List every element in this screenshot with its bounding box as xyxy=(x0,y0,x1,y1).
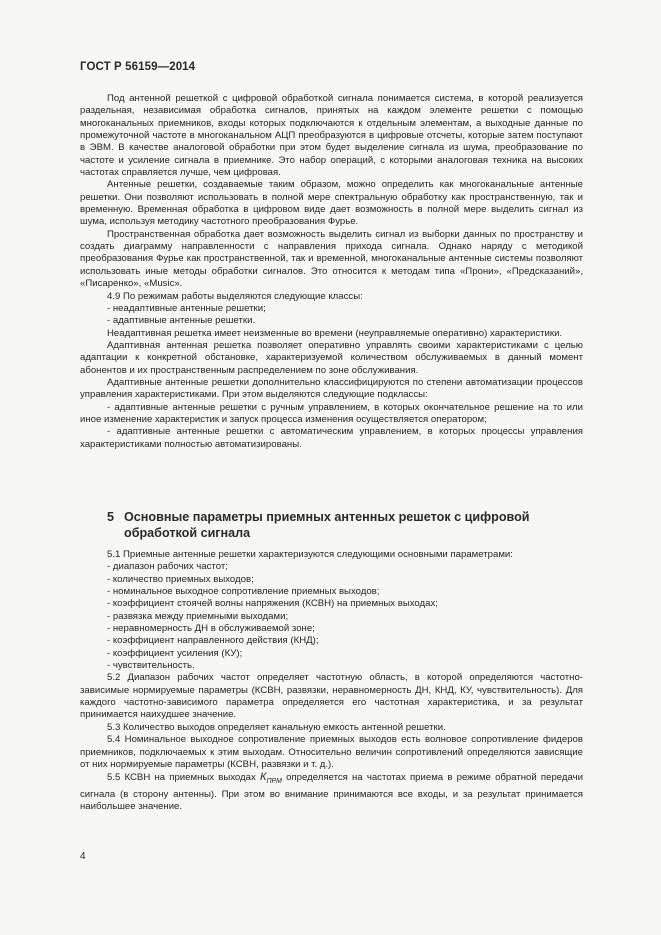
clause-5-4: 5.4 Номинальное выходное сопротивление приемных выходов есть волновое сопротивление фидеров приемников, подключаемых к этим выходам. Относительно величин сопротивлений определяются зависящие от них нормируемые параметры (КСВН, развязки и т. д.). xyxy=(80,734,583,770)
clause-5-5-start: 5.5 КСВН на приемных выходах xyxy=(107,772,260,784)
paragraph: Под антенной решеткой с цифровой обработкой сигнала понимается система, в которой реализуется раздельная, независимая обработка сигналов, принятых на каждом элементе решетки с помощью многоканальных приемников, входы которых подключаются к отдельным элементам, а выходные данные по промежуточной частоте в многоканальном АЦП преобразуются в цифровые отсчеты, которые затем поступают в ЭВМ. В качестве аналоговой обработки при этом будет выделение сигнала из шума, преобразование по частоте и усиление сигнала в приемнике. Это набор операций, с которыми аналоговая техника на высоких частотах справляется лучше, чем цифровая. xyxy=(80,93,583,179)
list-item: - адаптивные антенные решетки. xyxy=(107,315,256,327)
paragraph: Неадаптивная решетка имеет неизменные во времени (неуправляемые оперативно) характеристики. xyxy=(107,327,563,339)
list-item: - неравномерность ДН в обслуживаемой зоне; xyxy=(107,623,315,635)
list-item: - коэффициент стоячей волны напряжения (КСВН) на приемных выходах; xyxy=(107,598,438,610)
section-number: 5 xyxy=(107,510,115,524)
list-item: - чувствительность. xyxy=(107,660,195,672)
list-item: - номинальное выходное сопротивление приемных выходов; xyxy=(107,586,380,598)
clause-5-3: 5.3 Количество выходов определяет канальную емкость антенной решетки. xyxy=(107,721,446,733)
paragraph: Пространственная обработка дает возможность выделить сигнал из выборки данных по пространству и создать диаграмму направленности с направления прихода сигнала. Однако наряду с методикой преобразования Фурье как пространственной, так и временной, многоканальные антенные системы позволяют использовать иные методы обработки сигналов. Это относится к методам типа «Прони», «Предсказаний», «Писаренко», «Music». xyxy=(80,228,583,290)
clause-5-2: 5.2 Диапазон рабочих частот определяет частотную область, в которой определяются частотно-зависимые нормируемые параметры (КСВН, развязки, неравномерность ДН, КНД, КУ, чувствительность). Для каждого частотно-зависимого параметра определяется его частотная характеристика, и за результат принимается наихудшее значение. xyxy=(80,672,583,721)
symbol-subscript: ПРМ xyxy=(266,778,282,786)
page-number: 4 xyxy=(80,851,86,862)
list-item: - количество приемных выходов; xyxy=(107,573,254,585)
kprm-symbol xyxy=(259,771,282,786)
section-5-text xyxy=(80,549,583,813)
standard-header: ГОСТ Р 56159—2014 xyxy=(80,61,196,73)
list-item: - диапазон рабочих частот; xyxy=(107,561,228,573)
list-item: - развязка между приемными выходами; xyxy=(107,610,289,622)
section-title-line-1: Основные параметры приемных антенных решеток с цифровой xyxy=(124,510,530,524)
section-4-text xyxy=(80,93,583,451)
clause-5-1: 5.1 Приемные антенные решетки характеризуются следующими основными параметрами: xyxy=(107,549,513,560)
paragraph: Адаптивные антенные решетки дополнительно классифицируются по степени автоматизации процессов управления характеристиками. При этом выделяются следующие подклассы: xyxy=(80,376,583,401)
clause-5-5 xyxy=(80,771,583,813)
list-item: - адаптивные антенные решетки с ручным управлением, в которых окончательное решение на то или иное изменение характеристик и запуск процесса изменения осуществляется оператором; xyxy=(80,401,583,425)
clause-5-5-end: определяется на частотах приема в режиме обратной передачи сигнала (в сторону антенны). При этом во внимание принимаются все входы, и за результат принимается наибольшее значение. xyxy=(80,772,583,813)
clause-4-9: 4.9 По режимам работы выделяются следующие классы: xyxy=(107,290,363,302)
paragraph: Адаптивная антенная решетка позволяет оперативно управлять своими характеристиками с целью адаптации к конкретной обстановке, характеризуемой количеством обслуживаемых в данный момент абонентов и их пространственным распределением по зоне обслуживания. xyxy=(80,339,583,376)
paragraph: Антенные решетки, создаваемые таким образом, можно определить как многоканальные антенные решетки. Они позволяют использовать в полной мере спектральную обработку как пространственную, так и временную. Временная обработка в цифровом виде дает возможность в полной мере выделить сигнал из шума, используя методику частотного преобразования Фурье. xyxy=(80,179,583,228)
list-item: - коэффициент усиления (КУ); xyxy=(107,647,243,659)
list-item: - коэффициент направленного действия (КНД); xyxy=(107,635,319,647)
section-title-line-2: обработкой сигнала xyxy=(124,526,251,540)
list-item: - неадаптивные антенные решетки; xyxy=(107,302,266,314)
section-5-heading xyxy=(107,509,577,541)
list-item: - адаптивные антенные решетки с автоматическим управлением, в которых процессы управления характеристиками полностью автоматизированы. xyxy=(80,426,583,450)
symbol-letter: К xyxy=(259,771,267,784)
